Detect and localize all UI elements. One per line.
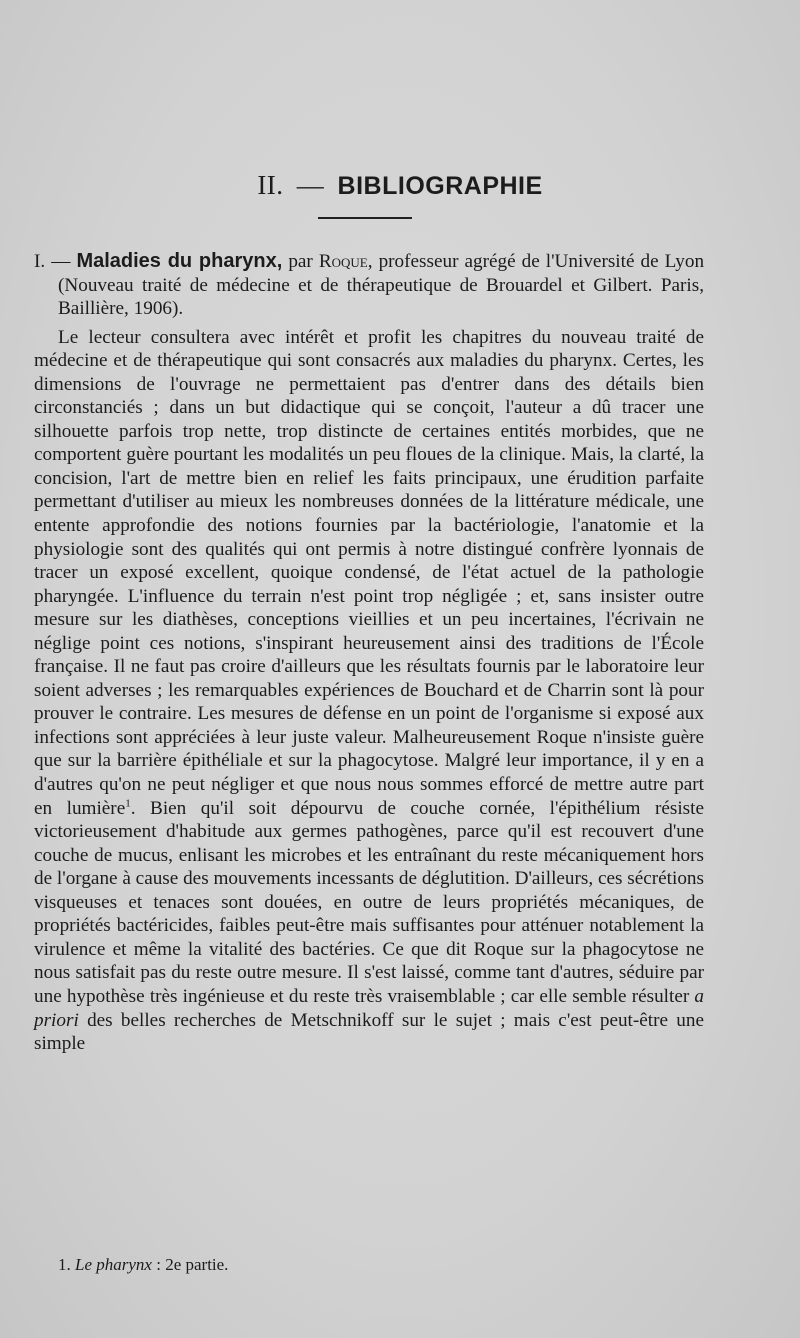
footnote-marker: 1.: [58, 1255, 71, 1274]
article-content: [34, 250, 704, 1056]
section-title: BIBLIOGRAPHIE: [337, 172, 543, 200]
section-heading: [0, 170, 800, 201]
footnote-reference: 1: [125, 797, 131, 810]
italic-phrase: a priori: [34, 985, 705, 1031]
footnote-italic: Le pharynx: [75, 1255, 152, 1274]
entry-author: Roque: [318, 251, 368, 272]
footnote-text: : 2e partie.: [151, 1255, 229, 1274]
entry-citation: , professeur agrégé de l'Université de Lyon (Nouveau traité de médecine et de thérapeutique de Brouardel et Gilbert. Paris, Baillière, 1906).: [58, 251, 705, 320]
review-text-part3: des belles recherches de Metschnikoff sur le sujet ; mais c'est peut-être une simple: [34, 1009, 704, 1055]
review-text-part1: Le lecteur consultera avec intérêt et profit les chapitres du nouveau traité de médecine et de thérapeutique qui sont consacrés aux maladies du pharynx. Certes, les dimensions de l'ouvrage ne permettaient pas d'entrer dans des détails bien circonstanciés ; dans un but didactique qui se conçoit, l'auteur a dû tracer une silhouette parfois trop nette, trop distincte de certaines entités morbides, que ne comportent guère pourtant les modalités un peu floues de la clinique. Mais, la clarté, la concision, l'art de mettre bien en relief les faits principaux, une érudition parfaite permettant d'utiliser au mieux les nombreuses données de la littérature médicale, une entente approfondie des notions fournies par la bactériologie, l'anatomie et la physiologie sont des qualités qui ont permis à notre distingué confrère lyonnais de tracer un exposé excellent, quoique condensé, de l'état actuel de la pathologie pharyngée. L'influence du terrain n'est point trop négligée ; et, sans insister outre mesure sur les diathèses, conceptions vieillies et un peu incertaines, l'écrivain ne néglige point ces notions, s'inspirant heureusement ainsi des traditions de l'École française. Il ne faut pas croire d'ailleurs que les résultats fournis par le laboratoire leur soient adverses ; les remarquables expériences de Bouchard et de Charrin sont là pour prouver le contraire. Les mesures de défense en un point de l'organisme si exposé aux infections sont appréciées à leur juste valeur. Malheureusement Roque n'insiste guère que sur la barrière épithéliale et sur la phagocytose. Malgré leur importance, il y en a d'autres qu'on ne peut négliger et que nous nous sommes efforcé de mettre autre part en lumière: [34, 326, 704, 819]
entry-by: par: [288, 251, 313, 272]
heading-dash: —: [296, 170, 325, 200]
review-text-part2: . Bien qu'il soit dépourvu de couche cornée, l'épithélium résiste victorieusement d'habitude aux germes pathogènes, parce qu'il est recouvert d'une couche de mucus, enlisant les microbes et les entraînant du reste mécaniquement hors de l'organe à cause des mouvements incessants de déglutition. D'ailleurs, ces sécrétions visqueuses et tenaces sont douées, en outre de leurs propriétés mécaniques, de propriétés bactéricides, faibles peut-être mais suffisantes pour atténuer notablement la virulence et même la vitalité des bactéries. Ce que dit Roque sur la phagocytose ne nous satisfait pas du reste outre mesure. Il s'est laissé, comme tant d'autres, séduire par une hypothèse très ingénieuse et du reste très vraisemblable ; car elle semble résulter: [34, 797, 704, 1007]
footnote: [58, 1254, 228, 1276]
heading-rule: [318, 217, 412, 219]
bibliography-entry: [34, 250, 704, 321]
entry-number: I. —: [34, 251, 71, 272]
section-number: II.: [257, 170, 284, 200]
entry-title: Maladies du pharynx,: [76, 250, 283, 272]
review-paragraph: [34, 326, 704, 1056]
